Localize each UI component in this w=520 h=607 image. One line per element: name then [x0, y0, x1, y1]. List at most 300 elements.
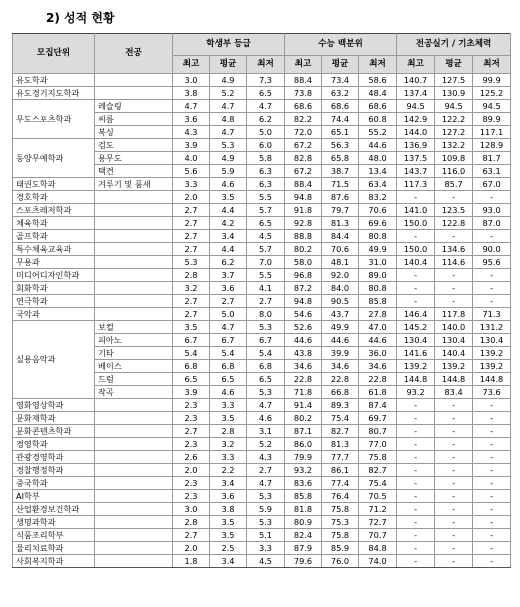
value-cell: 2.0	[173, 542, 210, 555]
value-cell: 6.7	[210, 334, 247, 347]
table-row	[13, 295, 511, 308]
value-cell: 2.7	[173, 308, 210, 321]
value-cell: 52.6	[285, 321, 322, 334]
value-cell: 81.3	[322, 438, 359, 451]
major-cell: 피아노	[95, 334, 173, 347]
major-cell: 검도	[95, 139, 173, 152]
value-cell: -	[397, 399, 435, 412]
value-cell: 139.2	[435, 360, 473, 373]
value-cell: 67.0	[473, 178, 511, 191]
value-cell: -	[435, 438, 473, 451]
value-cell: 72.7	[359, 516, 397, 529]
table-row	[13, 464, 511, 477]
table-row	[13, 74, 511, 87]
value-cell: 5.2	[210, 87, 247, 100]
unit-cell: 산업환경보건학과	[13, 503, 95, 516]
major-cell	[95, 555, 173, 568]
value-cell: 4.9	[210, 74, 247, 87]
value-cell: 6.3	[247, 165, 285, 178]
value-cell: 131.2	[473, 321, 511, 334]
value-cell: 5.3	[210, 139, 247, 152]
value-cell: 22.8	[359, 373, 397, 386]
value-cell: 48.0	[359, 152, 397, 165]
value-cell: -	[435, 477, 473, 490]
table-row	[13, 256, 511, 269]
value-cell: -	[397, 295, 435, 308]
value-cell: 83.6	[285, 477, 322, 490]
value-cell: 6.5	[173, 373, 210, 386]
value-cell: 87.6	[322, 191, 359, 204]
unit-cell: 식품조리학부	[13, 529, 95, 542]
value-cell: 94.8	[285, 295, 322, 308]
value-cell: 79.7	[322, 204, 359, 217]
unit-cell: 태권도학과	[13, 178, 95, 191]
unit-cell: 국악과	[13, 308, 95, 321]
value-cell: 22.8	[285, 373, 322, 386]
value-cell: 84.0	[322, 282, 359, 295]
value-cell: 77.7	[322, 451, 359, 464]
value-cell: 141.0	[397, 204, 435, 217]
value-cell: 5.0	[210, 308, 247, 321]
value-cell: 34.6	[285, 360, 322, 373]
table-row	[13, 308, 511, 321]
unit-cell: 관광경영학과	[13, 451, 95, 464]
major-cell: 드럼	[95, 373, 173, 386]
value-cell: 94.5	[397, 100, 435, 113]
value-cell: -	[473, 412, 511, 425]
table-row	[13, 269, 511, 282]
value-cell: 2.0	[173, 191, 210, 204]
value-cell: 93.2	[285, 464, 322, 477]
value-cell: 7.0	[247, 256, 285, 269]
value-cell: 2.7	[173, 243, 210, 256]
subheader-min: 최저	[473, 56, 511, 74]
value-cell: 82.2	[285, 113, 322, 126]
value-cell: 68.6	[359, 100, 397, 113]
value-cell: 82.7	[359, 464, 397, 477]
value-cell: 5.6	[173, 165, 210, 178]
unit-cell: 실용음악과	[13, 321, 95, 399]
value-cell: 93.0	[473, 204, 511, 217]
value-cell: 3.5	[173, 321, 210, 334]
unit-cell: AI학부	[13, 490, 95, 503]
value-cell: 2.7	[210, 295, 247, 308]
value-cell: -	[435, 191, 473, 204]
value-cell: 146.4	[397, 308, 435, 321]
value-cell: 2.3	[173, 438, 210, 451]
value-cell: -	[397, 230, 435, 243]
unit-cell: 경찰행정학과	[13, 464, 95, 477]
value-cell: 4.7	[247, 399, 285, 412]
value-cell: 5.4	[247, 347, 285, 360]
value-cell: 2.7	[173, 295, 210, 308]
value-cell: 75.8	[359, 451, 397, 464]
value-cell: 2.7	[173, 204, 210, 217]
value-cell: 2.5	[210, 542, 247, 555]
value-cell: 4.4	[210, 243, 247, 256]
value-cell: 6.5	[210, 373, 247, 386]
value-cell: 60.8	[359, 113, 397, 126]
value-cell: 68.6	[285, 100, 322, 113]
major-cell	[95, 464, 173, 477]
value-cell: 6.8	[210, 360, 247, 373]
value-cell: 88.4	[285, 74, 322, 87]
value-cell: 128.9	[473, 139, 511, 152]
value-cell: 4.7	[247, 100, 285, 113]
value-cell: -	[473, 425, 511, 438]
value-cell: 4.5	[247, 555, 285, 568]
value-cell: 84.4	[322, 230, 359, 243]
value-cell: 2.7	[247, 295, 285, 308]
table-row	[13, 399, 511, 412]
value-cell: 70.6	[322, 243, 359, 256]
major-cell	[95, 451, 173, 464]
value-cell: -	[435, 542, 473, 555]
value-cell: 145.2	[397, 321, 435, 334]
value-cell: -	[435, 529, 473, 542]
value-cell: 43.8	[285, 347, 322, 360]
value-cell: 31.0	[359, 256, 397, 269]
value-cell: 6.7	[173, 334, 210, 347]
value-cell: 2.3	[173, 399, 210, 412]
unit-cell: 체육학과	[13, 217, 95, 230]
subheader-avg: 평균	[322, 56, 359, 74]
table-row	[13, 217, 511, 230]
major-cell: 작곡	[95, 386, 173, 399]
value-cell: 88.8	[285, 230, 322, 243]
value-cell: 2.8	[173, 516, 210, 529]
value-cell: 90.5	[322, 295, 359, 308]
value-cell: 132.2	[435, 139, 473, 152]
value-cell: -	[397, 451, 435, 464]
value-cell: 3.2	[210, 438, 247, 451]
subheader-avg: 평균	[210, 56, 247, 74]
value-cell: 130.9	[435, 87, 473, 100]
value-cell: 91.8	[285, 204, 322, 217]
value-cell: 144.0	[397, 126, 435, 139]
major-cell: 겨루기 및 품새	[95, 178, 173, 191]
value-cell: 140.7	[397, 74, 435, 87]
subheader-max: 최고	[285, 56, 322, 74]
value-cell: 63.4	[359, 178, 397, 191]
value-cell: -	[473, 490, 511, 503]
value-cell: 5.7	[247, 204, 285, 217]
value-cell: 87.9	[285, 542, 322, 555]
value-cell: 4.7	[247, 477, 285, 490]
value-cell: 93.2	[397, 386, 435, 399]
value-cell: 137.5	[397, 152, 435, 165]
value-cell: 6.8	[247, 360, 285, 373]
value-cell: 90.0	[473, 243, 511, 256]
value-cell: 6.2	[247, 113, 285, 126]
value-cell: 38.7	[322, 165, 359, 178]
value-cell: -	[397, 438, 435, 451]
value-cell: 80.2	[285, 243, 322, 256]
major-cell	[95, 74, 173, 87]
value-cell: -	[435, 230, 473, 243]
value-cell: 3.6	[173, 113, 210, 126]
value-cell: 75.8	[322, 529, 359, 542]
value-cell: 13.4	[359, 165, 397, 178]
unit-cell: 특수체육교육과	[13, 243, 95, 256]
value-cell: 79.6	[285, 555, 322, 568]
value-cell: 74.0	[359, 555, 397, 568]
table-row	[13, 178, 511, 191]
unit-cell: 유도경기지도학과	[13, 87, 95, 100]
value-cell: 95.6	[473, 256, 511, 269]
value-cell: 122.2	[435, 113, 473, 126]
value-cell: 2.2	[210, 464, 247, 477]
value-cell: 47.0	[359, 321, 397, 334]
header-suneung-percentile: 수능 백분위	[285, 34, 397, 56]
table-row	[13, 100, 511, 113]
value-cell: 4.1	[247, 282, 285, 295]
value-cell: 67.2	[285, 165, 322, 178]
table-row	[13, 451, 511, 464]
value-cell: 82.7	[322, 425, 359, 438]
value-cell: 71.2	[359, 503, 397, 516]
unit-cell: 중국학과	[13, 477, 95, 490]
value-cell: 63.2	[322, 87, 359, 100]
unit-cell: 생명과학과	[13, 516, 95, 529]
value-cell: 4.2	[210, 217, 247, 230]
value-cell: 150.0	[397, 243, 435, 256]
value-cell: 6.2	[210, 256, 247, 269]
value-cell: 4.8	[210, 113, 247, 126]
value-cell: 2.7	[173, 230, 210, 243]
value-cell: 89.3	[322, 399, 359, 412]
value-cell: 2.3	[173, 412, 210, 425]
value-cell: 34.6	[359, 360, 397, 373]
value-cell: 117.3	[397, 178, 435, 191]
value-cell: -	[435, 451, 473, 464]
value-cell: 7.3	[247, 74, 285, 87]
value-cell: 75.4	[359, 477, 397, 490]
major-cell	[95, 269, 173, 282]
unit-cell: 미디어디자인학과	[13, 269, 95, 282]
value-cell: 6.3	[247, 178, 285, 191]
major-cell	[95, 295, 173, 308]
major-cell: 용무도	[95, 152, 173, 165]
value-cell: 139.2	[397, 360, 435, 373]
major-cell	[95, 230, 173, 243]
value-cell: 130.4	[435, 334, 473, 347]
value-cell: 70.6	[359, 204, 397, 217]
major-cell	[95, 399, 173, 412]
value-cell: -	[435, 295, 473, 308]
value-cell: -	[435, 490, 473, 503]
value-cell: 86.1	[322, 464, 359, 477]
major-cell: 베이스	[95, 360, 173, 373]
major-cell	[95, 490, 173, 503]
value-cell: 96.8	[285, 269, 322, 282]
value-cell: 2.7	[173, 529, 210, 542]
header-school-grade: 학생부 등급	[173, 34, 285, 56]
value-cell: 3.3	[210, 451, 247, 464]
value-cell: 137.4	[397, 87, 435, 100]
unit-cell: 골프학과	[13, 230, 95, 243]
major-cell	[95, 243, 173, 256]
value-cell: 6.0	[247, 139, 285, 152]
value-cell: 77.0	[359, 438, 397, 451]
value-cell: 141.6	[397, 347, 435, 360]
value-cell: 3.6	[210, 490, 247, 503]
major-cell	[95, 542, 173, 555]
value-cell: -	[435, 399, 473, 412]
value-cell: 83.2	[359, 191, 397, 204]
value-cell: 130.4	[397, 334, 435, 347]
major-cell	[95, 87, 173, 100]
value-cell: 5.4	[210, 347, 247, 360]
value-cell: -	[473, 295, 511, 308]
major-cell	[95, 477, 173, 490]
value-cell: 5.5	[247, 269, 285, 282]
value-cell: 5.3	[247, 516, 285, 529]
value-cell: 3.7	[210, 269, 247, 282]
table-row	[13, 438, 511, 451]
value-cell: 39.9	[322, 347, 359, 360]
value-cell: 134.6	[435, 243, 473, 256]
value-cell: 3.8	[173, 87, 210, 100]
value-cell: 22.8	[322, 373, 359, 386]
unit-cell: 스포츠레저학과	[13, 204, 95, 217]
value-cell: 84.8	[359, 542, 397, 555]
value-cell: 70.7	[359, 529, 397, 542]
value-cell: 3.6	[210, 282, 247, 295]
value-cell: -	[473, 529, 511, 542]
table-row	[13, 139, 511, 152]
table-row	[13, 503, 511, 516]
value-cell: 4.6	[210, 386, 247, 399]
value-cell: 140.0	[435, 321, 473, 334]
value-cell: 3.2	[173, 282, 210, 295]
value-cell: 6.5	[247, 373, 285, 386]
value-cell: 73.4	[322, 74, 359, 87]
value-cell: 116.0	[435, 165, 473, 178]
value-cell: 139.2	[473, 360, 511, 373]
value-cell: 5.3	[247, 490, 285, 503]
major-cell	[95, 256, 173, 269]
value-cell: 85.9	[322, 542, 359, 555]
value-cell: 3.5	[210, 529, 247, 542]
unit-cell: 무용과	[13, 256, 95, 269]
value-cell: 81.8	[285, 503, 322, 516]
value-cell: -	[435, 269, 473, 282]
subheader-max: 최고	[397, 56, 435, 74]
value-cell: -	[397, 477, 435, 490]
value-cell: -	[397, 464, 435, 477]
value-cell: 2.8	[210, 425, 247, 438]
value-cell: 143.7	[397, 165, 435, 178]
value-cell: 48.1	[322, 256, 359, 269]
value-cell: 3.5	[210, 412, 247, 425]
value-cell: 3.3	[173, 178, 210, 191]
major-cell: 택견	[95, 165, 173, 178]
value-cell: -	[473, 230, 511, 243]
value-cell: 80.8	[359, 230, 397, 243]
value-cell: 89.9	[473, 113, 511, 126]
unit-cell: 회화학과	[13, 282, 95, 295]
value-cell: 87.0	[473, 217, 511, 230]
value-cell: -	[473, 191, 511, 204]
major-cell	[95, 204, 173, 217]
major-cell: 보컬	[95, 321, 173, 334]
value-cell: 6.5	[247, 217, 285, 230]
value-cell: 123.5	[435, 204, 473, 217]
value-cell: -	[473, 269, 511, 282]
value-cell: 92.8	[285, 217, 322, 230]
value-cell: 76.4	[322, 490, 359, 503]
value-cell: 68.6	[322, 100, 359, 113]
value-cell: -	[473, 282, 511, 295]
value-cell: -	[397, 191, 435, 204]
table-row	[13, 516, 511, 529]
major-cell	[95, 516, 173, 529]
table-row	[13, 555, 511, 568]
value-cell: 65.1	[322, 126, 359, 139]
unit-cell: 경영학과	[13, 438, 95, 451]
major-cell: 레슬링	[95, 100, 173, 113]
value-cell: 48.4	[359, 87, 397, 100]
value-cell: -	[397, 555, 435, 568]
value-cell: 1.8	[173, 555, 210, 568]
value-cell: 140.4	[397, 256, 435, 269]
value-cell: 5.9	[247, 503, 285, 516]
value-cell: 75.4	[322, 412, 359, 425]
value-cell: 3.4	[210, 555, 247, 568]
value-cell: 3.9	[173, 386, 210, 399]
value-cell: 55.2	[359, 126, 397, 139]
value-cell: -	[473, 503, 511, 516]
value-cell: 44.6	[285, 334, 322, 347]
value-cell: 77.4	[322, 477, 359, 490]
value-cell: -	[473, 451, 511, 464]
value-cell: 65.8	[322, 152, 359, 165]
value-cell: 82.4	[285, 529, 322, 542]
value-cell: 3.4	[210, 230, 247, 243]
value-cell: 49.9	[359, 243, 397, 256]
value-cell: 44.6	[359, 139, 397, 152]
value-cell: 4.7	[210, 100, 247, 113]
value-cell: 66.8	[322, 386, 359, 399]
value-cell: 2.6	[173, 451, 210, 464]
value-cell: -	[435, 425, 473, 438]
value-cell: 81.3	[322, 217, 359, 230]
value-cell: 127.2	[435, 126, 473, 139]
value-cell: 88.4	[285, 178, 322, 191]
value-cell: 75.3	[322, 516, 359, 529]
value-cell: -	[397, 503, 435, 516]
value-cell: 5.7	[247, 243, 285, 256]
value-cell: 72.0	[285, 126, 322, 139]
header-unit: 모집단위	[13, 34, 95, 74]
subheader-avg: 평균	[435, 56, 473, 74]
header-practical-fitness: 전공실기 / 기초체력	[397, 34, 511, 56]
value-cell: 142.9	[397, 113, 435, 126]
subheader-min: 최저	[359, 56, 397, 74]
value-cell: 34.6	[322, 360, 359, 373]
value-cell: 86.0	[285, 438, 322, 451]
value-cell: 44.6	[322, 334, 359, 347]
value-cell: -	[435, 412, 473, 425]
value-cell: -	[473, 477, 511, 490]
header-major: 전공	[95, 34, 173, 74]
value-cell: 87.1	[285, 425, 322, 438]
table-row	[13, 529, 511, 542]
value-cell: 5.3	[247, 386, 285, 399]
value-cell: 80.8	[359, 282, 397, 295]
value-cell: 73.8	[285, 87, 322, 100]
